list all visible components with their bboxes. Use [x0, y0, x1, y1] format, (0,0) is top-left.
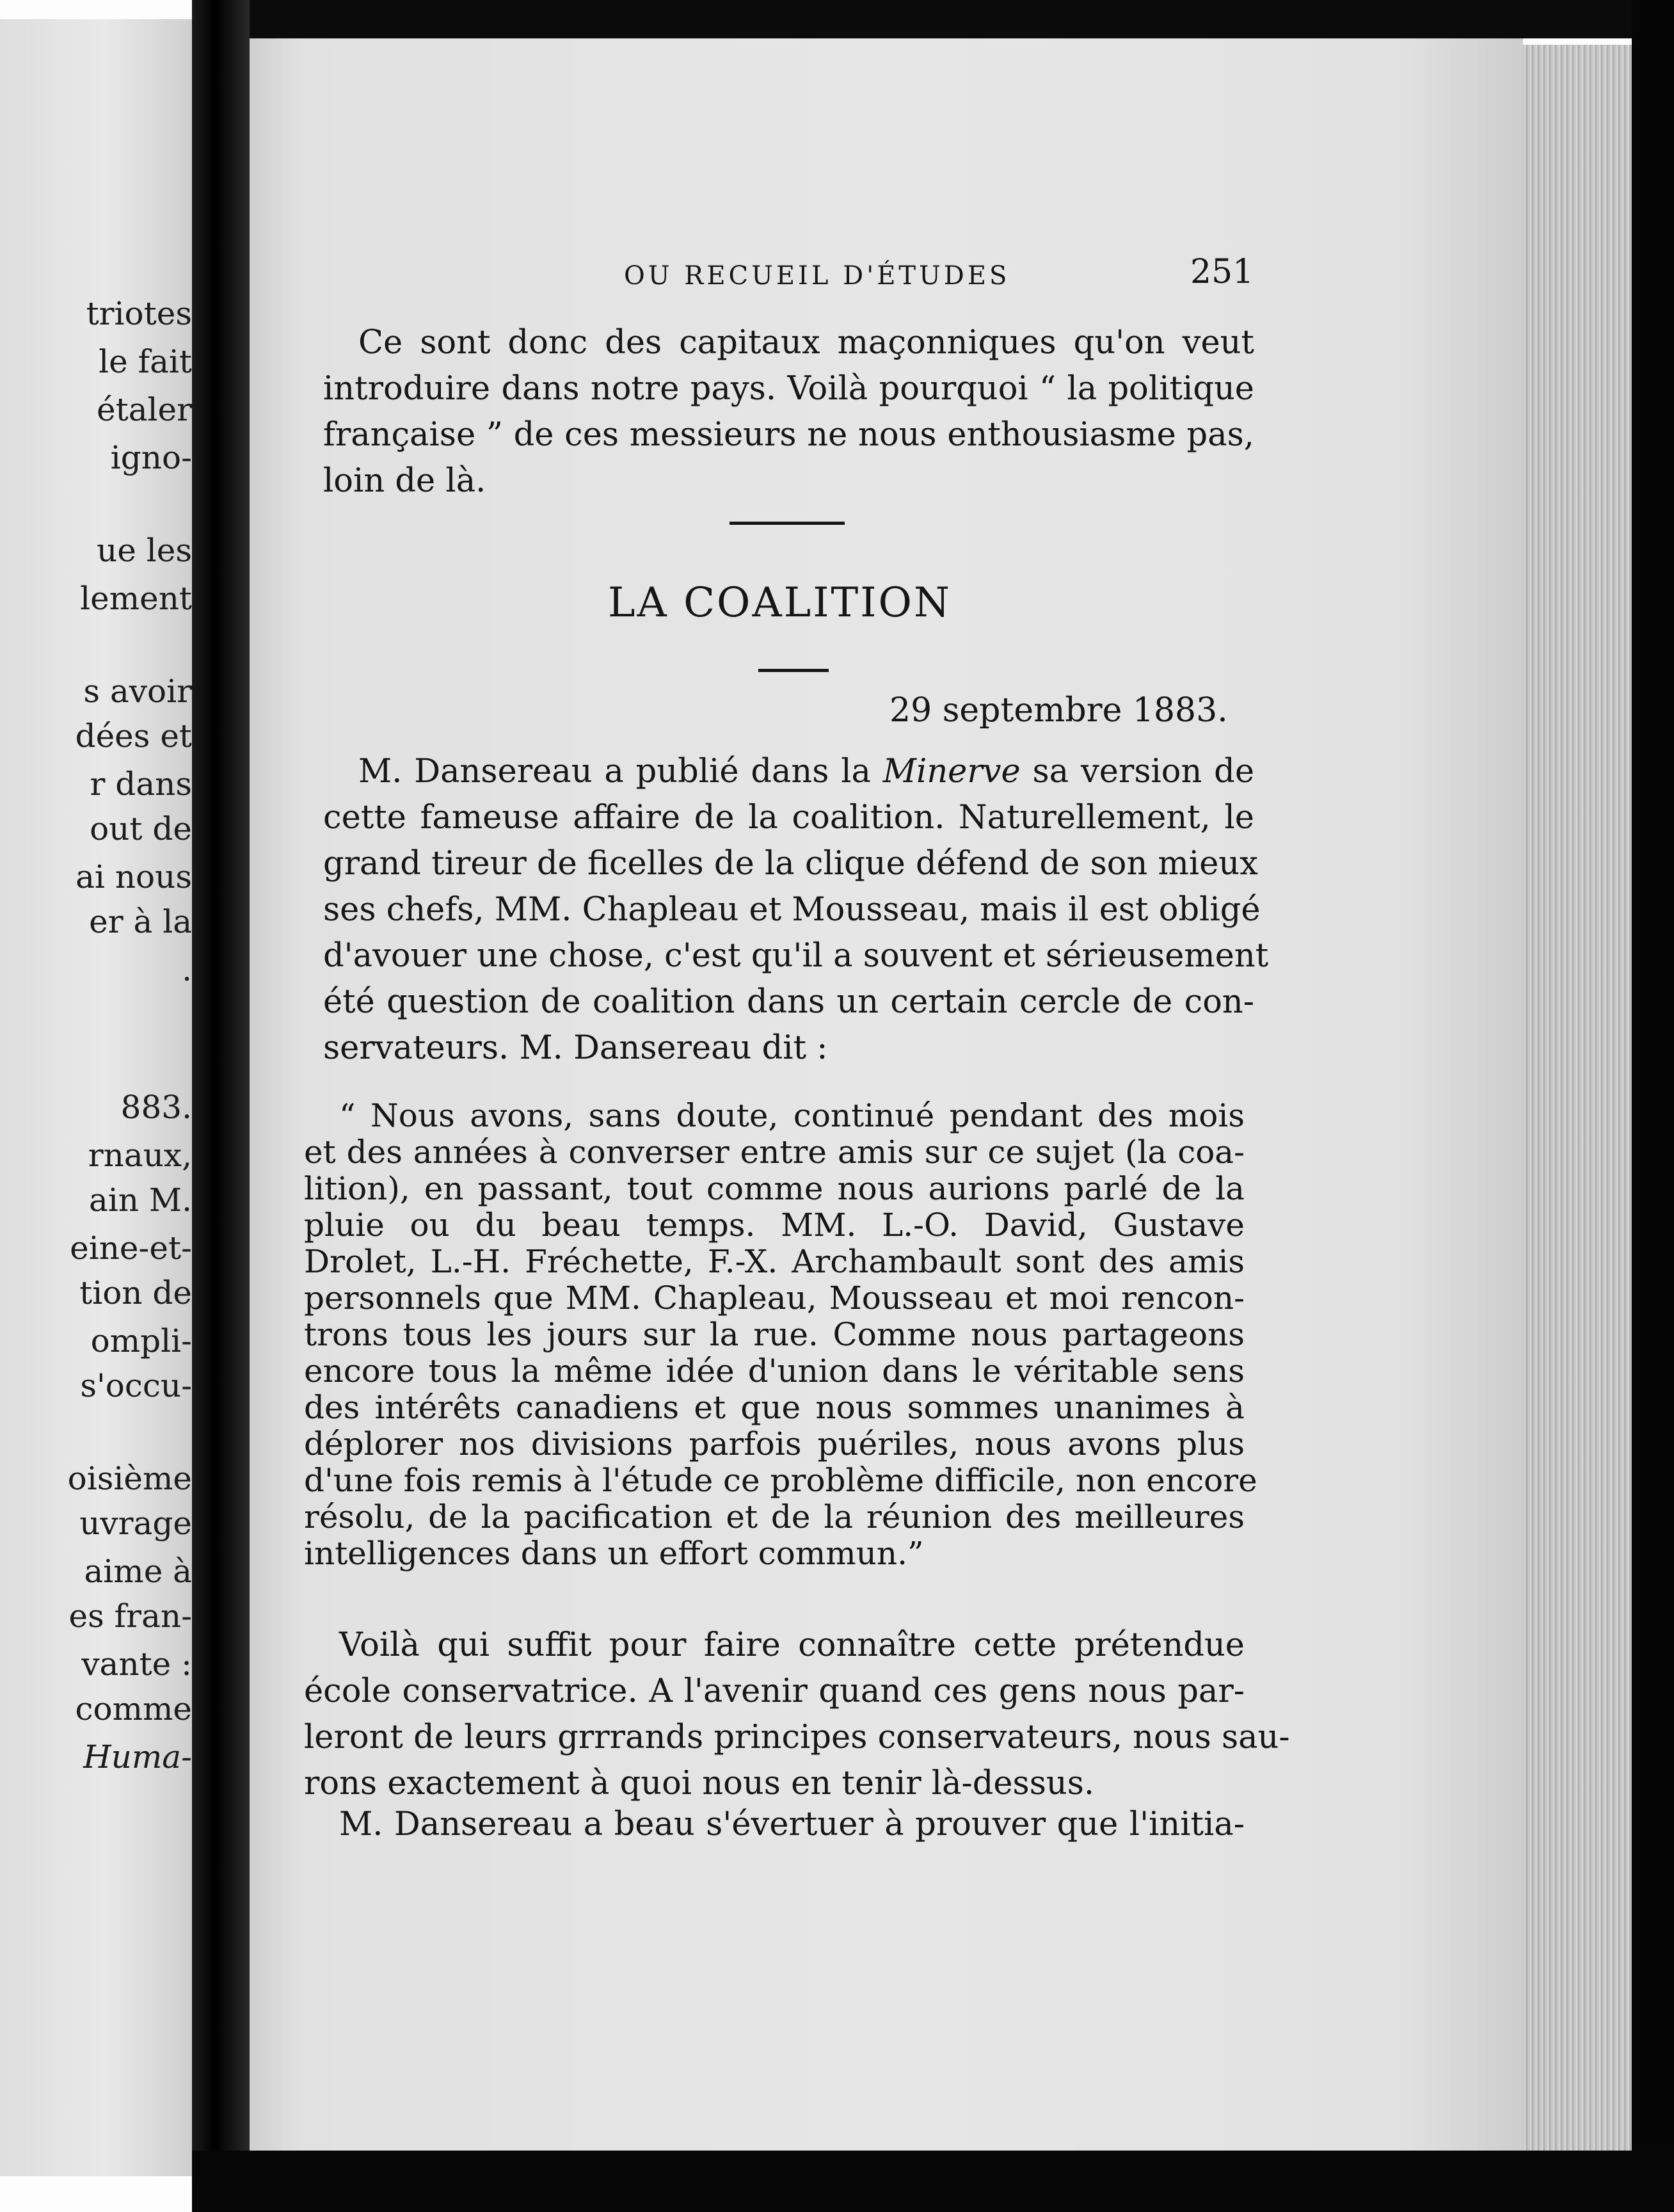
left-page-fragment: vante : [81, 1646, 192, 1683]
page-number: 251 [1190, 253, 1254, 291]
left-page-fragment: triotes [86, 295, 192, 332]
dateline: 29 septembre 1883. [889, 691, 1228, 730]
text-line: cette fameuse affaire de la coalition. Naturellement, le [323, 799, 1254, 837]
left-page-fragment: ain M. [89, 1182, 192, 1219]
left-page-fragment: Huma- [83, 1738, 192, 1775]
left-page-fragment: aime à [84, 1553, 192, 1590]
quote-line: et des années à converser entre amis sur ce sujet (la coa- [304, 1134, 1245, 1171]
quote-line: lition), en passant, tout comme nous aurions parlé de la [304, 1170, 1245, 1207]
left-page-fragment: s'occu- [80, 1367, 192, 1404]
title-underline [758, 669, 829, 672]
section-title: LA COALITION [608, 579, 952, 627]
left-page-fragment: rnaux, [88, 1137, 192, 1174]
text-line: Ce sont donc des capitaux maçonniques qu'on veut [358, 324, 1254, 362]
scan-top-border [250, 0, 1632, 38]
left-page-fragment: eine-et- [70, 1230, 192, 1267]
left-page-fragment: ai nous [76, 858, 192, 895]
left-page-fragment: er à la [89, 903, 192, 940]
text-line: française ” de ces messieurs ne nous enthousiasme pas, [323, 416, 1254, 454]
left-page-fragment: igno- [110, 439, 192, 476]
paragraph-2 [304, 1623, 1290, 1807]
quote-line: pluie ou du beau temps. MM. L.-O. David, Gustave [304, 1206, 1245, 1244]
text-line: leront de leurs grrrands principes conservateurs, nous sau- [304, 1719, 1290, 1756]
text-line: ses chefs, MM. Chapleau et Mousseau, mais il est obligé [323, 891, 1261, 929]
left-page-fragment: oisième [67, 1460, 192, 1497]
left-page-fragment: dées et [75, 717, 192, 755]
scan-bottom-border [192, 2151, 1674, 2212]
left-page-fragment: ue les [97, 532, 192, 569]
text-line: introduire dans notre pays. Voilà pourquoi “ la politique [323, 370, 1254, 408]
text-line: rons exactement à quoi nous en tenir là-dessus. [304, 1765, 1095, 1802]
quote-line: personnels que MM. Chapleau, Mousseau et moi rencon- [304, 1279, 1245, 1317]
quote-line: trons tous les jours sur la rue. Comme nous partageons [304, 1316, 1245, 1353]
left-page-fragment: out de [90, 810, 192, 847]
quote-line: Drolet, L.-H. Fréchette, F.-X. Archambault sont des amis [304, 1243, 1245, 1280]
scan-right-border [1632, 0, 1674, 2212]
left-page-fragment: ompli- [90, 1322, 192, 1359]
paragraph-3 [304, 1802, 1245, 1848]
text-line: loin de là. [323, 462, 486, 500]
opening-paragraph [323, 320, 1254, 504]
left-page-fragment: . [182, 951, 192, 988]
quote-line: des intérêts canadiens et que nous sommes unanimes à [304, 1389, 1245, 1426]
text-line: servateurs. M. Dansereau dit : [323, 1029, 828, 1067]
left-page-fragment: lement [80, 580, 192, 617]
text-line: grand tireur de ficelles de la clique défend de son mieux [323, 845, 1258, 883]
text-line: école conservatrice. A l'avenir quand ces gens nous par- [304, 1672, 1245, 1710]
left-page-fragment: es fran- [68, 1598, 192, 1635]
page-edges [1523, 45, 1632, 2151]
quote-line: encore tous la même idée d'union dans le véritable sens [304, 1352, 1245, 1390]
left-page-fragment: 883. [120, 1089, 192, 1126]
running-head: OU RECUEIL D'ÉTUDES [624, 261, 1010, 291]
left-page [0, 19, 192, 2176]
quote-line: déplorer nos divisions parfois puériles, nous avons plus [304, 1425, 1245, 1463]
paragraph-1 [323, 749, 1269, 1071]
quote-line: “ Nous avons, sans doute, continué pendant des mois [339, 1097, 1245, 1134]
text-line: M. Dansereau a publié dans la Minerve sa version de [358, 753, 1255, 790]
text-line: été question de coalition dans un certain cercle de con- [323, 983, 1254, 1021]
left-page-fragment: étaler [97, 391, 192, 428]
quote-line: résolu, de la pacification et de la réunion des meilleures [304, 1498, 1245, 1535]
text-line: Voilà qui suffit pour faire connaître cette prétendue [339, 1626, 1245, 1664]
block-quotation [304, 1097, 1257, 1572]
text-line: M. Dansereau a beau s'évertuer à prouver que l'initia- [339, 1806, 1245, 1843]
quote-line: intelligences dans un effort commun.” [304, 1535, 924, 1572]
book-gutter [192, 0, 250, 2212]
text-line: d'avouer une chose, c'est qu'il a souvent et sérieusement [323, 937, 1269, 975]
quote-line: d'une fois remis à l'étude ce problème difficile, non encore [304, 1462, 1257, 1499]
section-divider [729, 522, 845, 525]
left-page-fragment: r dans [90, 765, 192, 803]
newspaper-title: Minerve [882, 753, 1021, 790]
left-page-fragment: tion de [79, 1274, 192, 1311]
left-page-fragment: s avoir [83, 673, 192, 710]
left-page-fragment: comme [75, 1690, 192, 1727]
left-page-fragment: le fait [99, 343, 192, 380]
left-page-fragment: uvrage [79, 1505, 192, 1542]
